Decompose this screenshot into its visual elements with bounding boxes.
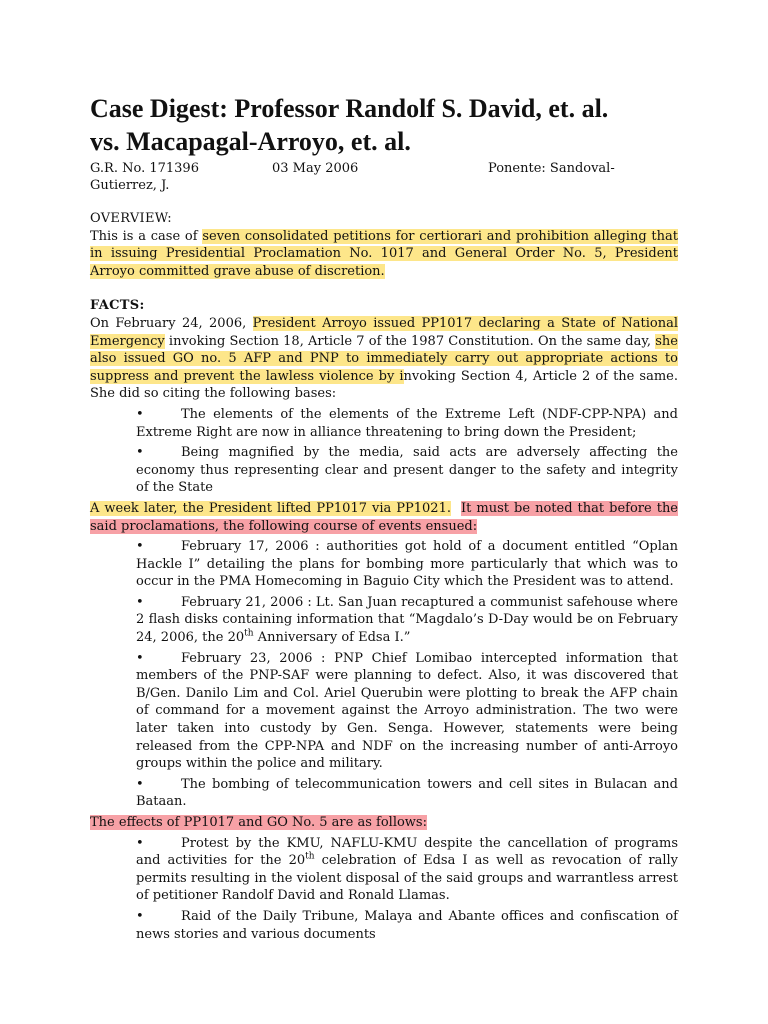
facts-highlight-2: she also issued GO no. 5 AFP and PNP to immediately carry out appropriate actions to suppress and prevent the lawless violence by i <box>90 333 678 384</box>
events-intro-highlight: It must be noted that before the said proclamations, the following course of events ensued: <box>90 500 679 534</box>
list-item: • The bombing of telecommunication towers and cell sites in Bulacan and Bataan. <box>136 776 678 811</box>
list-item <box>136 835 678 905</box>
overview-paragraph <box>90 228 678 281</box>
effects-list <box>90 835 678 944</box>
gr-number: G.R. No. 171396 <box>90 161 199 176</box>
facts-text-1: On February 24, 2006, <box>90 315 253 331</box>
list-item: • Raid of the Daily Tribune, Malaya and Abante offices and confiscation of news stories and various documents <box>136 908 678 943</box>
decision-date: 03 May 2006 <box>272 161 359 176</box>
list-item <box>136 594 678 647</box>
list-item: • February 23, 2006 : PNP Chief Lomibao intercepted information that members of the PNP-SAF were planning to defect. Also, it was discovered that B/Gen. Danilo Lim and Col. Ariel Querubin were plotting to break the AFP chain of command for a movement against the Arroyo administration. The two were later taken into custody by Gen. Senga. However, statements were being released from the CPP-NPA and NDF on the increasing number of anti-Arroyo groups within the police and military. <box>136 650 678 773</box>
facts-paragraph <box>90 315 678 403</box>
facts-text-2: invoking Section 18, Article 7 of the 1987 Constitution. On the same day, <box>164 333 656 349</box>
ponente: Ponente: Sandoval- <box>488 161 615 176</box>
overview-highlight: seven consolidated petitions for certiorari and prohibition alleging that in issuing Presidential Proclamation No. 1017 and General Order No. 5, President Arroyo committed grave abuse of discretion. <box>90 228 678 279</box>
event-2-text-end: Anniversary of Edsa I.” <box>253 630 411 646</box>
events-list <box>90 538 678 811</box>
bases-list <box>90 406 678 497</box>
document-body <box>90 210 678 946</box>
title-line-2: vs. Macapagal-Arroyo, et. al. <box>90 127 411 156</box>
lifting-paragraph <box>90 500 678 535</box>
list-item: • February 17, 2006 : authorities got hold of a document entitled “Oplan Hackle I” detailing the plans for bombing more particularly that which was to occur in the PMA Homecoming in Baguio City which the President was to attend. <box>136 538 678 591</box>
case-title <box>90 92 690 158</box>
list-item: • The elements of the elements of the Extreme Left (NDF-CPP-NPA) and Extreme Right are now in alliance threatening to bring down the President; <box>136 406 678 441</box>
title-line-1: Case Digest: Professor Randolf S. David, et. al. <box>90 94 609 123</box>
ordinal-suffix: th <box>244 628 254 639</box>
ponente-continued: Gutierrez, J. <box>90 178 170 193</box>
facts-highlight-1: President Arroyo issued PP1017 declaring a State of National Emergency <box>90 315 678 349</box>
overview-heading: OVERVIEW: <box>90 211 172 226</box>
ordinal-suffix: th <box>305 851 315 862</box>
effects-heading <box>90 814 678 832</box>
facts-text-3: nvoking Section 4, Article 2 of the same. She did so citing the following bases: <box>90 368 678 402</box>
effect-1-text: Protest by the KMU, NAFLU-KMU despite the cancellation of programs and activities for the 20 <box>136 835 678 869</box>
event-2-text: February 21, 2006 : Lt. San Juan recaptured a communist safehouse where 2 flash disks containing information that “Magdalo’s D-Day would be on February 24, 2006, the 20 <box>136 594 678 646</box>
overview-text: This is a case of <box>90 228 203 244</box>
list-item: • Being magnified by the media, said acts are adversely affecting the economy thus representing clear and present danger to the safety and integrity of the State <box>136 444 678 497</box>
lifting-highlight: A week later, the President lifted PP1017 via PP1021. <box>90 500 451 516</box>
facts-heading: FACTS: <box>90 298 145 314</box>
effect-1-text-end: celebration of Edsa I as well as revocation of rally permits resulting in the violent disposal of the said groups and warrantless arrest of petitioner Randolf David and Ronald Llamas. <box>136 853 678 904</box>
effects-highlight: The effects of PP1017 and GO No. 5 are as follows: <box>90 815 427 830</box>
